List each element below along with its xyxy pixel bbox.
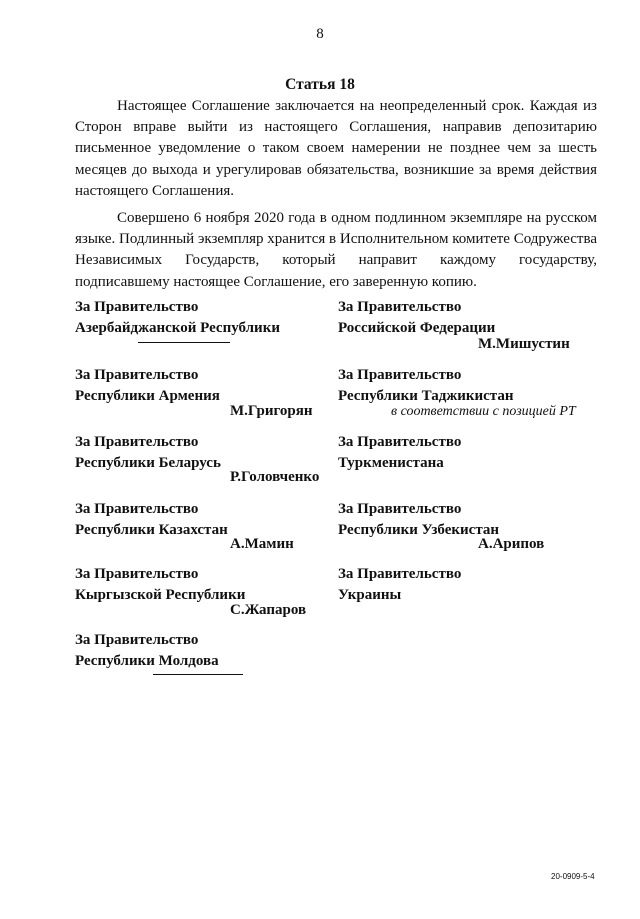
signature-heading: За Правительство	[338, 434, 462, 450]
signature-country: Республики Молдова	[75, 652, 219, 669]
signature-country: Азербайджанской Республики	[75, 319, 280, 336]
signature-block-moldova	[75, 630, 219, 671]
signer-name: Р.Головченко	[230, 469, 320, 485]
signer-name: М.Мишустин	[478, 336, 570, 352]
signature-block-russia	[338, 297, 570, 352]
article-title: Статья 18	[285, 76, 355, 93]
signature-block-uzbekistan	[338, 499, 545, 552]
signature-note: в соответствии с позицией РТ	[391, 404, 576, 419]
signature-line	[138, 342, 230, 343]
signature-block-tajikistan	[338, 365, 576, 419]
signature-country: Республики Армения	[75, 387, 220, 404]
signature-block-azerbaijan	[75, 297, 280, 338]
signature-country: Республики Беларусь	[75, 454, 221, 471]
signer-name: А.Арипов	[478, 536, 545, 552]
signature-heading: За Правительство	[75, 501, 199, 517]
signature-block-turkmenistan	[338, 432, 461, 473]
signature-heading: За Правительство	[75, 434, 199, 450]
signature-heading: За Правительство	[75, 632, 199, 648]
paragraph-done: Совершено 6 ноября 2020 года в одном подлинном экземпляре на русском языке. Подлинный экземпляр хранится в Исполнительном комитете Содружества Независимых Государств, который направит каждому государству, подписавшему настоящее Соглашение, его заверенную копию.	[75, 210, 597, 290]
signature-country: Туркменистана	[338, 454, 444, 471]
signature-heading: За Правительство	[75, 367, 199, 383]
signature-heading: За Правительство	[338, 566, 462, 582]
signature-country: Российской Федерации	[338, 319, 496, 336]
signature-heading: За Правительство	[338, 501, 462, 517]
paragraph-term: Настоящее Соглашение заключается на неопределенный срок. Каждая из Сторон вправе выйти из настоящего Соглашения, направив депозитарию письменное уведомление о таком своем намерении не позднее чем за шесть месяцев до выхода и урегулировав обязательства, возникшие за время действия настоящего Соглашения.	[75, 98, 597, 199]
signature-block-armenia	[75, 365, 313, 419]
signature-block-kazakhstan	[75, 499, 294, 552]
signature-heading: За Правительство	[75, 566, 199, 582]
signer-name: А.Мамин	[230, 536, 294, 552]
signature-block-kyrgyzstan	[75, 564, 307, 618]
signature-heading: За Правительство	[75, 299, 199, 315]
signature-country: Республики Узбекистан	[338, 521, 500, 538]
signature-line	[153, 674, 243, 675]
signature-country: Республики Таджикистан	[338, 387, 514, 404]
document-code: 20-0909-5-4	[551, 872, 595, 881]
signature-heading: За Правительство	[338, 367, 462, 383]
signature-country: Республики Казахстан	[75, 521, 228, 538]
signature-country: Кыргызской Республики	[75, 586, 246, 603]
signature-country: Украины	[338, 586, 402, 603]
signer-name: М.Григорян	[230, 403, 313, 419]
signature-block-ukraine	[338, 564, 461, 605]
page-number: 8	[316, 26, 324, 42]
signature-heading: За Правительство	[338, 299, 462, 315]
signer-name: С.Жапаров	[230, 602, 307, 618]
signature-block-belarus	[75, 432, 320, 485]
